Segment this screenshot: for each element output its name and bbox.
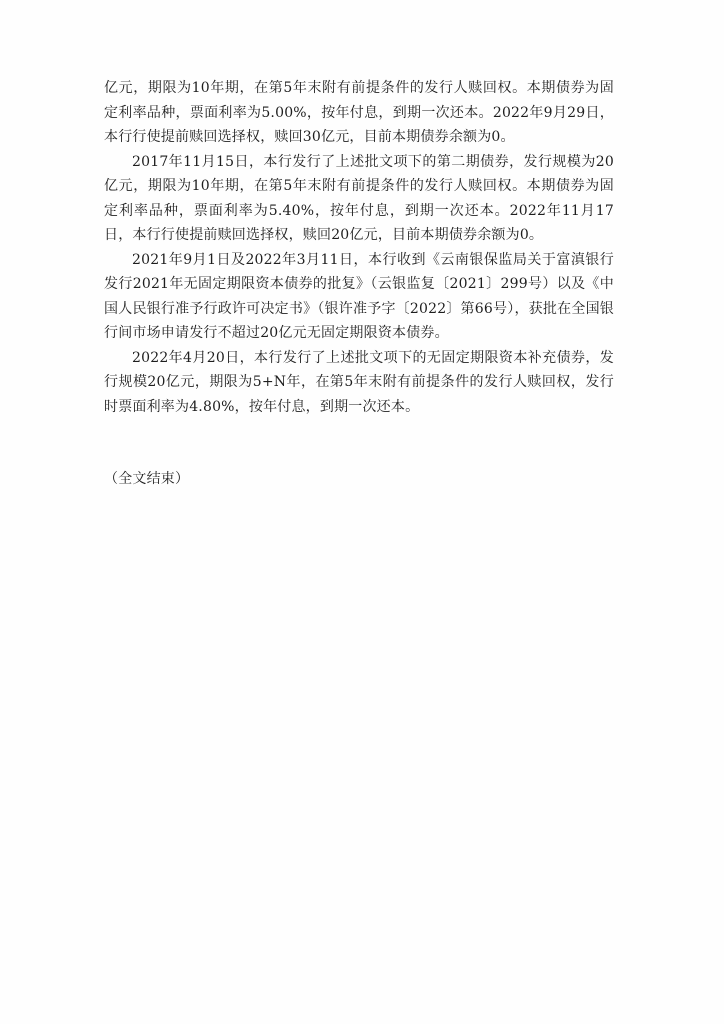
paragraph-continued: 亿元，期限为10年期，在第5年末附有前提条件的发行人赎回权。本期债券为固定利率品种，票面利率为5.00%，按年付息，到期一次还本。2022年9月29日，本行行使提前赎回选择权，赎回30亿元，目前本期债券余额为0。	[104, 80, 614, 145]
paragraph-perpetual-bond: 2022年4月20日，本行发行了上述批文项下的无固定期限资本补充债券，发行规模20亿元，期限为5+N年，在第5年末附有前提条件的发行人赎回权，发行时票面利率为4.80%，按年付息，到期一次还本。	[104, 349, 614, 415]
end-note: （全文结束）	[104, 471, 190, 487]
paragraph-approval: 2021年9月1日及2022年3月11日，本行收到《云南银保监局关于富滇银行发行2021年无固定期限资本债券的批复》（云银监复〔2021〕299号）以及《中国人民银行准予行政许可决定书》（银许准予字〔2022〕第66号），获批在全国银行间市场申请发行不超过20亿元无固定期限资本债券。	[104, 251, 614, 341]
paragraph-second-issue: 2017年11月15日，本行发行了上述批文项下的第二期债券，发行规模为20亿元，期限为10年期，在第5年末附有前提条件的发行人赎回权。本期债券为固定利率品种，票面利率为5.40%，按年付息，到期一次还本。2022年11月17日，本行行使提前赎回选择权，赎回20亿元，目前本期债券余额为0。	[104, 153, 614, 243]
document-body	[104, 76, 614, 492]
